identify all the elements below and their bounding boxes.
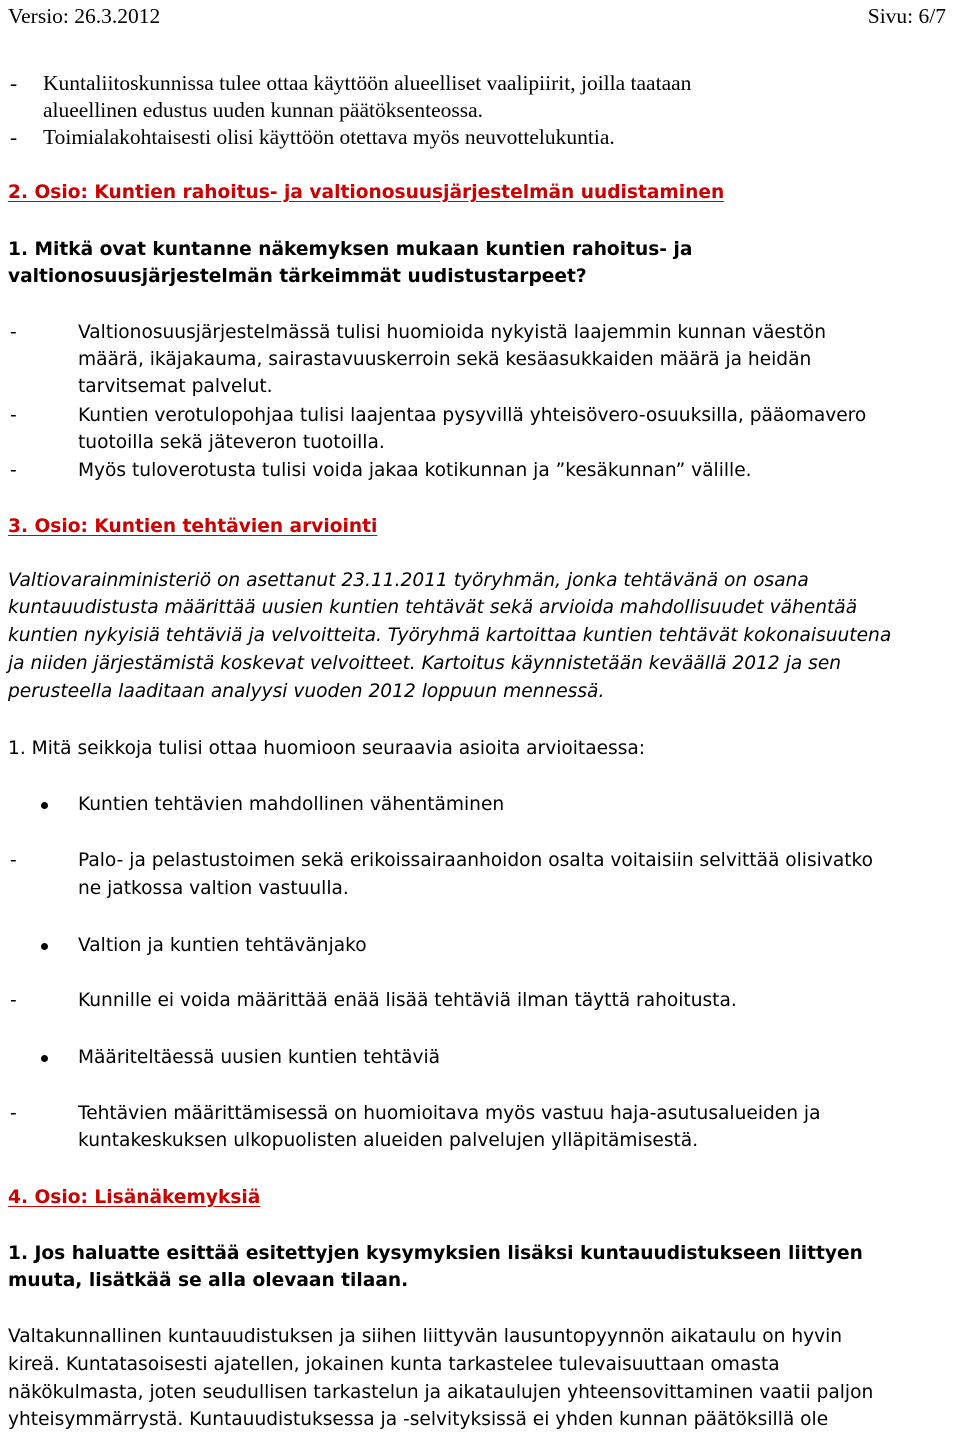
bullet-icon [41, 802, 48, 809]
list-dash: - [10, 125, 18, 149]
page-number: Sivu: 6/7 [867, 4, 946, 28]
intro-paragraph-line: kuntien nykyisiä tehtäviä ja velvoitteita. Työryhmä kartoittaa kuntien tehtävät kokonaisuutena [8, 625, 892, 646]
bullet-icon [41, 943, 48, 950]
answer-line: Kuntien verotulopohjaa tulisi laajentaa pysyvillä yhteisövero-osuuksilla, pääomavero [78, 405, 867, 426]
intro-paragraph-line: ja niiden järjestämistä koskevat velvoitteet. Kartoitus käynnistetään keväällä 2012 ja sen [8, 653, 842, 674]
answer-line: Myös tuloverotusta tulisi voida jakaa kotikunnan ja ”kesäkunnan” välille. [78, 460, 752, 481]
version-label: Versio: 26.3.2012 [8, 4, 161, 28]
list-item-line: alueellinen edustus uuden kunnan päätöksenteossa. [43, 98, 484, 122]
question-line: 1. Mitkä ovat kuntanne näkemyksen mukaan kuntien rahoitus- ja [8, 239, 693, 260]
topic-title: Määriteltäessä uusien kuntien tehtäviä [78, 1047, 441, 1068]
topic-title: Valtion ja kuntien tehtävänjako [78, 935, 367, 956]
question-line: muuta, lisätkää se alla olevaan tilaan. [8, 1270, 409, 1291]
answer-line: Palo- ja pelastustoimen sekä erikoissairaanhoidon osalta voitaisiin selvittää olisivatko [78, 850, 874, 871]
answer-dash: - [10, 1103, 17, 1124]
answer-paragraph-line: näkökulmasta, joten seudullisen tarkastelun ja aikataulujen yhteensovittaminen vaatii paljon [8, 1382, 874, 1403]
answer-line: määrä, ikäjakauma, sairastavuuskerroin sekä kesäasukkaiden määrä ja heidän [78, 349, 812, 370]
answer-line: kuntakeskuksen ulkopuolisten alueiden palvelujen ylläpitämisestä. [78, 1130, 699, 1151]
section-4-heading: 4. Osio: Lisänäkemyksiä [8, 1187, 261, 1208]
answer-line: ne jatkossa valtion vastuulla. [78, 878, 349, 899]
answer-paragraph-line: kireä. Kuntatasoisesti ajatellen, jokainen kunta tarkastelee tulevaisuuttaan omasta [8, 1354, 780, 1375]
answer-dash: - [10, 405, 17, 426]
list-item-line: Kuntaliitoskunnissa tulee ottaa käyttöön alueelliset vaalipiirit, joilla taataan [43, 71, 692, 95]
question-line: valtionosuusjärjestelmän tärkeimmät uudistustarpeet? [8, 266, 587, 287]
answer-paragraph-line: Valtakunnallinen kuntauudistuksen ja siihen liittyvän lausuntopyynnön aikataulu on hyvin [8, 1326, 843, 1347]
answer-line: Tehtävien määrittämisessä on huomioitava myös vastuu haja-asutusalueiden ja [78, 1103, 821, 1124]
answer-line: Kunnille ei voida määrittää enää lisää tehtäviä ilman täyttä rahoitusta. [78, 990, 737, 1011]
question-line: 1. Mitä seikkoja tulisi ottaa huomioon seuraavia asioita arvioitaessa: [8, 738, 646, 759]
list-item-line: Toimialakohtaisesti olisi käyttöön otettava myös neuvottelukuntia. [43, 125, 615, 149]
answer-dash: - [10, 460, 17, 481]
intro-paragraph-line: kuntauudistusta määrittää uusien kuntien tehtävät sekä arvioida mahdollisuudet vähentää [8, 597, 858, 618]
answer-line: tarvitsemat palvelut. [78, 376, 273, 397]
answer-line: tuotoilla sekä jäteveron tuotoilla. [78, 432, 385, 453]
answer-line: Valtionosuusjärjestelmässä tulisi huomioida nykyistä laajemmin kunnan väestön [78, 322, 826, 343]
section-3-heading: 3. Osio: Kuntien tehtävien arviointi [8, 516, 378, 537]
answer-dash: - [10, 990, 17, 1011]
section-2-heading: 2. Osio: Kuntien rahoitus- ja valtionosuusjärjestelmän uudistaminen [8, 182, 725, 203]
bullet-icon [41, 1055, 48, 1062]
intro-paragraph-line: perusteella laaditaan analyysi vuoden 2012 loppuun mennessä. [8, 681, 605, 702]
answer-paragraph-line: yhteisymmärrystä. Kuntauudistuksessa ja -selvityksissä ei yhden kunnan päätöksillä ole [8, 1409, 829, 1430]
question-line: 1. Jos haluatte esittää esitettyjen kysymyksien lisäksi kuntauudistukseen liittyen [8, 1243, 863, 1264]
topic-title: Kuntien tehtävien mahdollinen vähentäminen [78, 794, 505, 815]
list-dash: - [10, 71, 18, 95]
answer-dash: - [10, 322, 17, 343]
answer-dash: - [10, 850, 17, 871]
intro-paragraph-line: Valtiovarainministeriö on asettanut 23.11.2011 työryhmän, jonka tehtävänä on osana [8, 570, 809, 591]
